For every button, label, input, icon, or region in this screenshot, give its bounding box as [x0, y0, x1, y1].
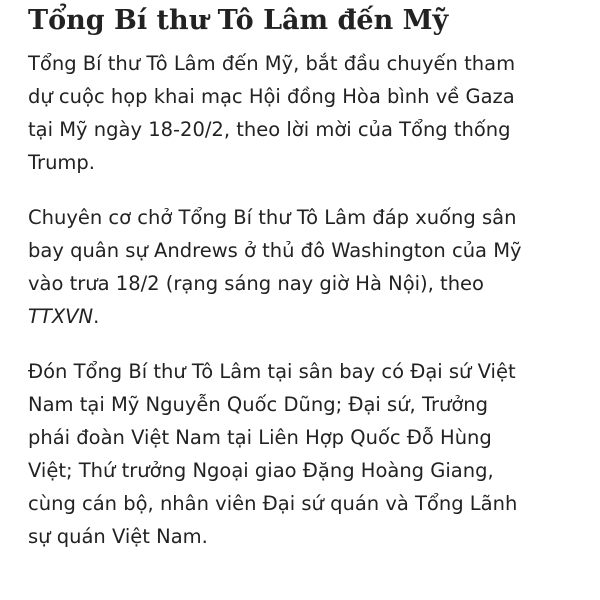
paragraph-line-source — [28, 300, 584, 333]
paragraph-line: Tổng Bí thư Tô Lâm đến Mỹ, bắt đầu chuyến tham — [28, 52, 516, 75]
paragraph-line: vào trưa 18/2 (rạng sáng nay giờ Hà Nội), theo — [28, 272, 484, 295]
paragraph-line: dự cuộc họp khai mạc Hội đồng Hòa bình về Gaza — [28, 85, 515, 108]
paragraph-2 — [28, 201, 584, 333]
source-suffix: . — [93, 305, 100, 328]
paragraph-line: Nam tại Mỹ Nguyễn Quốc Dũng; Đại sứ, Trưởng — [28, 393, 489, 416]
paragraph-line: cùng cán bộ, nhân viên Đại sứ quán và Tổng Lãnh — [28, 492, 518, 515]
paragraph-line: phái đoàn Việt Nam tại Liên Hợp Quốc Đỗ Hùng — [28, 426, 492, 449]
paragraph-line: Trump. — [28, 151, 95, 174]
paragraph-line: Việt; Thứ trưởng Ngoại giao Đặng Hoàng Giang, — [28, 459, 494, 482]
paragraph-line: sự quán Việt Nam. — [28, 525, 208, 548]
paragraph-line: tại Mỹ ngày 18-20/2, theo lời mời của Tổng thống — [28, 118, 511, 141]
source-name: TTXVN — [28, 305, 94, 328]
article-title: Tổng Bí thư Tô Lâm đến Mỹ — [28, 5, 449, 36]
article — [28, 0, 584, 553]
paragraph-line: Chuyên cơ chở Tổng Bí thư Tô Lâm đáp xuống sân — [28, 206, 517, 229]
paragraph-line: Đón Tổng Bí thư Tô Lâm tại sân bay có Đại sứ Việt — [28, 360, 516, 383]
paragraph-1 — [28, 47, 584, 179]
paragraph-3 — [28, 355, 584, 553]
paragraph-line: bay quân sự Andrews ở thủ đô Washington của Mỹ — [28, 239, 522, 262]
